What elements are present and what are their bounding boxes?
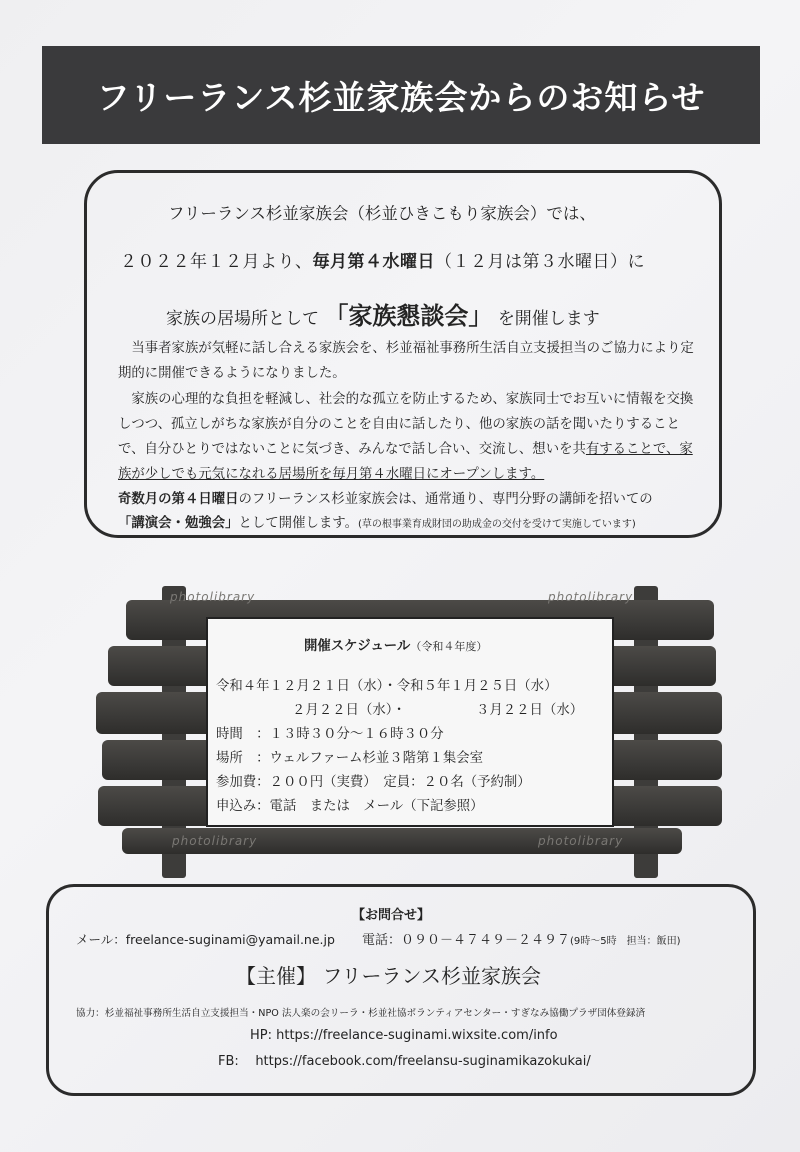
event-name: 「家族懇談会」 xyxy=(324,302,493,330)
lecture-rest: として開催します。 xyxy=(238,516,358,531)
schedule-time: 時間 ：１３時３０分～１６時３０分 xyxy=(216,727,444,742)
place-suffix: を開催します xyxy=(497,309,600,329)
odd-month-rest: のフリーランス杉並家族会は、通常通り、専門分野の講師を招いての xyxy=(238,492,653,507)
contact-tel-line xyxy=(362,929,681,948)
date-bold: 毎月第４水曜日 xyxy=(312,252,435,272)
schedule-place: 場所 ：ウェルファーム杉並３階第１集会室 xyxy=(216,751,484,766)
contact-heading: 【お問合せ】 xyxy=(352,908,431,923)
contact-tel: 電話：０９０－４７４９－２４９７ xyxy=(362,933,571,948)
watermark: photolibrary xyxy=(170,590,256,604)
facebook-line xyxy=(218,1054,591,1069)
homepage-link[interactable]: HP: https://freelance-suginami.wixsite.com/info xyxy=(250,1028,558,1043)
description-paragraphs xyxy=(118,336,706,488)
start-date-line xyxy=(120,247,645,272)
event-name-line xyxy=(166,296,600,331)
schedule-title: 開催スケジュール xyxy=(304,639,411,654)
contact-tel-note: (9時～5時 担当：飯田) xyxy=(570,936,681,947)
watermark: photolibrary xyxy=(538,834,624,848)
schedule-dates-2: ２月２２日（水）・ xyxy=(292,703,406,718)
place-prefix: 家族の居場所として xyxy=(166,309,319,329)
paragraph-2-a: 家族の心理的な負担を軽減し、社会的な孤立を防止するため、家族同士でお互いに情報を交換しつつ、孤立しがちな家族が自分のことを自由に話したり、他の家族の話を聞いたりすることで、自分ひとりではないことに気づき、みんなで話し合い、交流し、想いを共 xyxy=(118,391,694,458)
odd-month-line xyxy=(118,488,653,507)
schedule-fee: 参加費：２００円（実費） 定員：２０名（予約制） xyxy=(216,775,531,790)
date-suffix: （１２月は第３水曜日）に xyxy=(435,252,645,272)
watermark: photolibrary xyxy=(548,590,634,604)
schedule-panel xyxy=(206,617,614,827)
page-title-banner xyxy=(42,46,760,144)
organizer-name: フリーランス杉並家族会 xyxy=(322,964,541,988)
date-prefix: ２０２２年１２月より、 xyxy=(120,252,313,272)
organizer-line xyxy=(236,960,541,989)
cooperation-line: 協力：杉並福祉事務所生活自立支援担当・NPO 法人楽の会リーラ・杉並社協ボランティアセンター・すぎなみ協働プラザ団体登録済 xyxy=(76,1008,646,1019)
facebook-label: FB: xyxy=(218,1054,239,1069)
schedule-dates-1: 令和４年１２月２１日（水）・令和５年１月２５日（水） xyxy=(216,679,558,694)
lecture-note: (草の根事業育成財団の助成金の交付を受けて実施しています) xyxy=(357,519,636,530)
paragraph-2-underlined: 有することで、家族が少しでも元気になれる居場所を毎月第４水曜日にオープンします。 xyxy=(118,442,693,483)
facebook-link[interactable]: https://facebook.com/freelansu-suginamikazokukai/ xyxy=(255,1054,591,1069)
contact-mail: メール：freelance-suginami@yamail.ne.jp xyxy=(76,932,335,947)
page-title: フリーランス杉並家族会からのお知らせ xyxy=(96,77,706,117)
paragraph-1: 当事者家族が気軽に話し合える家族会を、杉並福祉事務所生活自立支援担当のご協力により定期的に開催できるようになりました。 xyxy=(118,341,694,382)
intro-line: フリーランス杉並家族会（杉並ひきこもり家族会）では、 xyxy=(168,204,596,223)
lecture-line xyxy=(118,512,636,531)
odd-month-bold: 奇数月の第４日曜日 xyxy=(118,492,239,507)
schedule-title-line xyxy=(304,635,487,654)
lecture-bold: 「講演会・勉強会」 xyxy=(118,516,239,531)
watermark: photolibrary xyxy=(172,834,258,848)
schedule-dates-3: ３月２２日（水） xyxy=(476,703,584,718)
organizer-label: 【主催】 xyxy=(236,964,316,988)
paragraph-2 xyxy=(118,387,706,488)
schedule-apply: 申込み：電話 または メール（下記参照） xyxy=(216,799,484,814)
schedule-year: （令和４年度） xyxy=(410,640,488,653)
